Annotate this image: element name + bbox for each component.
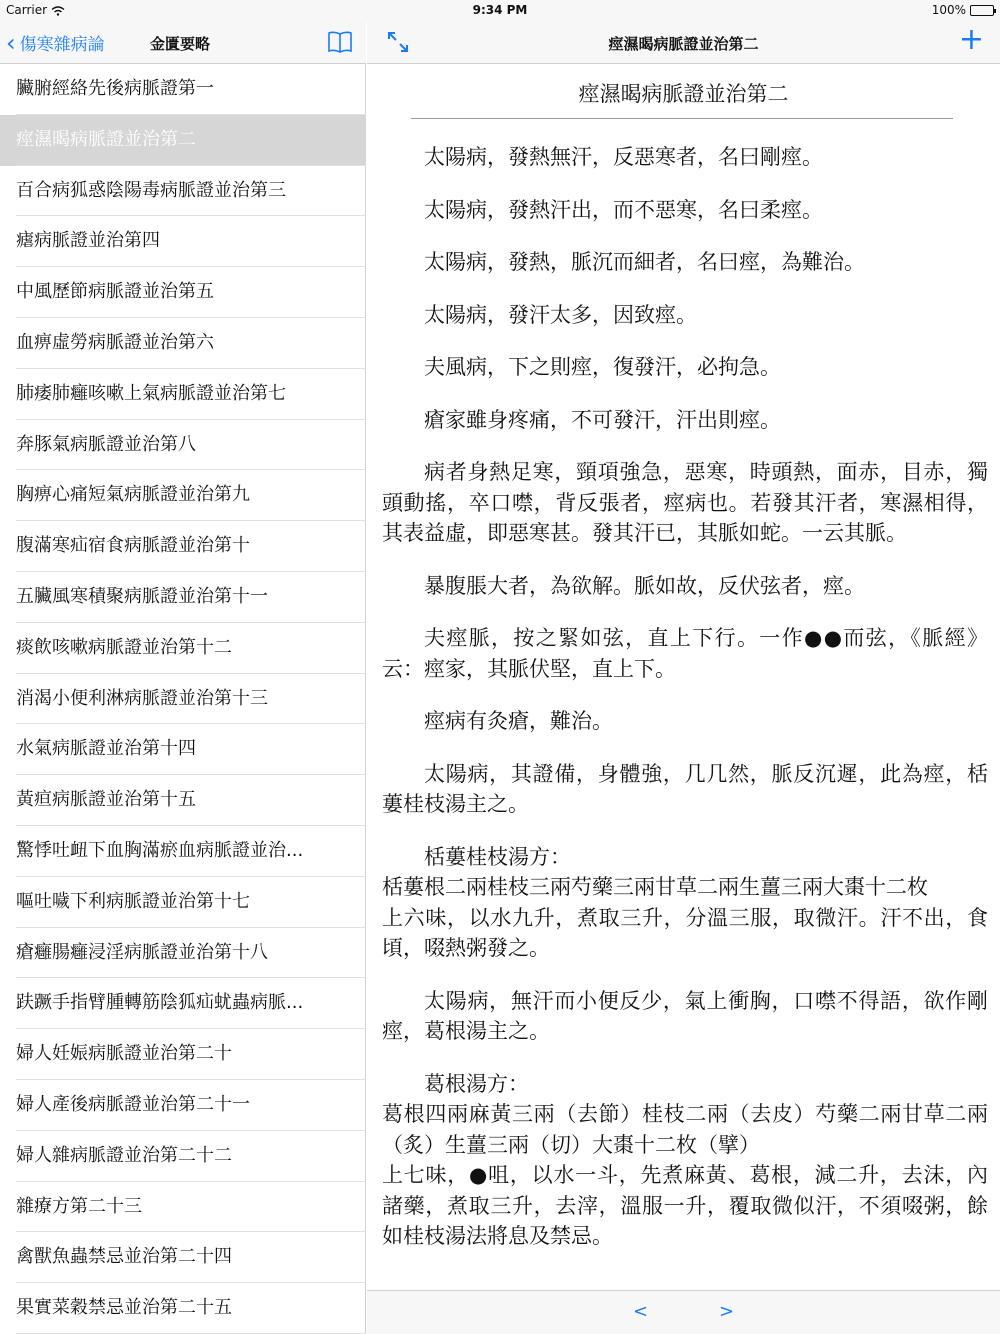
paragraph: 太陽病，無汗而小便反少，氣上衝胸，口噤不得語，欲作剛痙，葛根湯主之。 bbox=[382, 988, 988, 1043]
master-pane bbox=[0, 0, 366, 1334]
formula-block bbox=[382, 1069, 988, 1252]
formula-block bbox=[382, 842, 988, 964]
chapter-list-item[interactable]: 腹滿寒疝宿食病脈證並治第十 bbox=[0, 521, 366, 572]
formula-title: 葛根湯方： bbox=[424, 1071, 529, 1096]
chapter-list-item[interactable]: 臟腑經絡先後病脈證第一 bbox=[0, 64, 366, 115]
sidebar-nav-bar bbox=[0, 22, 366, 64]
formula-ingredients: 葛根四兩麻黃三兩（去節）桂枝二兩（去皮）芍藥二兩甘草二兩（炙）生薑三兩（切）大棗十二枚（擘） bbox=[382, 1102, 988, 1157]
carrier-text: Carrier bbox=[6, 3, 48, 17]
chapter-list-item[interactable]: 血痹虛勞病脈證並治第六 bbox=[0, 318, 366, 369]
add-plus-icon[interactable]: + bbox=[958, 22, 984, 57]
chapter-list-item[interactable]: 果實菜穀禁忌並治第二十五 bbox=[0, 1283, 366, 1334]
heading-divider bbox=[411, 118, 953, 119]
chapter-list-item[interactable]: 百合病狐惑陰陽毒病脈證並治第三 bbox=[0, 166, 366, 217]
chapter-list-item[interactable]: 驚悸吐衄下血胸滿瘀血病脈證並治... bbox=[0, 826, 366, 877]
chapter-list-item[interactable]: 胸痹心痛短氣病脈證並治第九 bbox=[0, 470, 366, 521]
chapter-list-item[interactable]: 痰飲咳嗽病脈證並治第十二 bbox=[0, 623, 366, 674]
chapter-list bbox=[0, 64, 366, 1334]
article-body bbox=[382, 142, 988, 1274]
paragraph: 太陽病，發汗太多，因致痙。 bbox=[424, 302, 697, 327]
book-icon[interactable] bbox=[326, 28, 354, 56]
paragraph: 太陽病，發熱汗出，而不惡寒，名曰柔痙。 bbox=[424, 197, 823, 222]
chapter-list-item[interactable]: 消渴小便利淋病脈證並治第十三 bbox=[0, 674, 366, 725]
paragraph-group bbox=[382, 142, 988, 820]
detail-nav-title: 痙濕暍病脈證並治第二 bbox=[608, 35, 759, 53]
status-time: 9:34 PM bbox=[472, 3, 528, 17]
chapter-list-item[interactable]: 水氣病脈證並治第十四 bbox=[0, 724, 366, 775]
chapter-list-item[interactable]: 中風歷節病脈證並治第五 bbox=[0, 267, 366, 318]
chapter-list-item[interactable]: 肺痿肺癰咳嗽上氣病脈證並治第七 bbox=[0, 369, 366, 420]
chevron-left-icon: ‹ bbox=[6, 28, 16, 57]
chapter-list-item[interactable]: 五臟風寒積聚病脈證並治第十一 bbox=[0, 572, 366, 623]
paragraph: 瘡家雖身疼痛，不可發汗，汗出則痙。 bbox=[424, 407, 781, 432]
battery-icon bbox=[970, 5, 994, 16]
paragraph: 夫痙脈，按之緊如弦，直上下行。一作●●而弦，《脈經》云：痙家，其脈伏堅，直上下。 bbox=[382, 626, 988, 681]
formula-ingredients: 栝蔞根二兩桂枝三兩芍藥三兩甘草二兩生薑三兩大棗十二枚 bbox=[382, 875, 928, 899]
chapter-list-item[interactable]: 婦人雜病脈證並治第二十二 bbox=[0, 1131, 366, 1182]
bottom-toolbar bbox=[367, 1290, 1000, 1334]
sidebar-title: 金匱要略 bbox=[150, 35, 211, 53]
back-button-label: 傷寒雜病論 bbox=[19, 35, 105, 55]
battery-indicator bbox=[932, 3, 994, 17]
paragraph: 痙病有灸瘡，難治。 bbox=[424, 709, 613, 733]
paragraph: 暴腹脹大者，為欲解。脈如故，反伏弦者，痙。 bbox=[424, 573, 865, 598]
chapter-list-item[interactable]: 瘡癰腸癰浸淫病脈證並治第十八 bbox=[0, 928, 366, 979]
status-bar bbox=[0, 0, 1000, 22]
paragraph: 夫風病，下之則痙，復發汗，必拘急。 bbox=[424, 355, 781, 379]
reading-content[interactable] bbox=[367, 64, 1000, 1290]
next-chapter-button[interactable]: > bbox=[719, 1301, 735, 1322]
chapter-list-item[interactable]: 痙濕暍病脈證並治第二 bbox=[0, 115, 366, 166]
chapter-list-item[interactable]: 禽獸魚蟲禁忌並治第二十四 bbox=[0, 1232, 366, 1283]
chapter-list-item[interactable]: 婦人妊娠病脈證並治第二十 bbox=[0, 1029, 366, 1080]
detail-nav-bar bbox=[367, 22, 1000, 64]
chapter-list-item[interactable]: 嘔吐噦下利病脈證並治第十七 bbox=[0, 877, 366, 928]
chapter-list-item[interactable]: 雜療方第二十三 bbox=[0, 1182, 366, 1233]
formula-title: 栝蔞桂枝湯方： bbox=[424, 844, 571, 869]
paragraph: 太陽病，發熱無汗，反惡寒者，名曰剛痙。 bbox=[424, 145, 823, 169]
chapter-list-item[interactable]: 奔豚氣病脈證並治第八 bbox=[0, 420, 366, 471]
chapter-list-item[interactable]: 婦人產後病脈證並治第二十一 bbox=[0, 1080, 366, 1131]
chapter-list-item[interactable]: 瘧病脈證並治第四 bbox=[0, 216, 366, 267]
paragraph: 太陽病，其證備，身體強，几几然，脈反沉遲，此為痙，栝蔞桂枝湯主之。 bbox=[382, 761, 988, 816]
battery-percent: 100% bbox=[931, 3, 966, 17]
chapter-list-item[interactable]: 黃疸病脈證並治第十五 bbox=[0, 775, 366, 826]
back-button[interactable] bbox=[6, 30, 105, 55]
formula-method: 上六味，以水九升，煮取三升，分溫三服，取微汗。汗不出，食頃，啜熱粥發之。 bbox=[382, 905, 988, 960]
previous-chapter-button[interactable]: < bbox=[633, 1301, 649, 1322]
chapter-list-item[interactable]: 趺蹶手指臂腫轉筋陰狐疝蚘蟲病脈... bbox=[0, 978, 366, 1029]
paragraph: 病者身熱足寒，頸項強急，惡寒，時頭熱，面赤，目赤，獨頭動搖，卒口噤，背反張者，痙病也。若發其汗者，寒濕相得，其表益虛，即惡寒甚。發其汗已，其脈如蛇。一云其脈。 bbox=[382, 460, 988, 545]
paragraph: 太陽病，發熱，脈沉而細者，名曰痙，為難治。 bbox=[424, 250, 865, 274]
chapter-heading: 痙濕暍病脈證並治第二 bbox=[578, 82, 789, 106]
detail-pane bbox=[367, 0, 1000, 1334]
formula-method: 上七味，●咀，以水一斗，先煮麻黃、葛根，減二升，去沫，內諸藥，煮取三升，去滓，溫服一升，覆取微似汗，不須啜粥，餘如桂枝湯法將息及禁忌。 bbox=[382, 1163, 988, 1248]
